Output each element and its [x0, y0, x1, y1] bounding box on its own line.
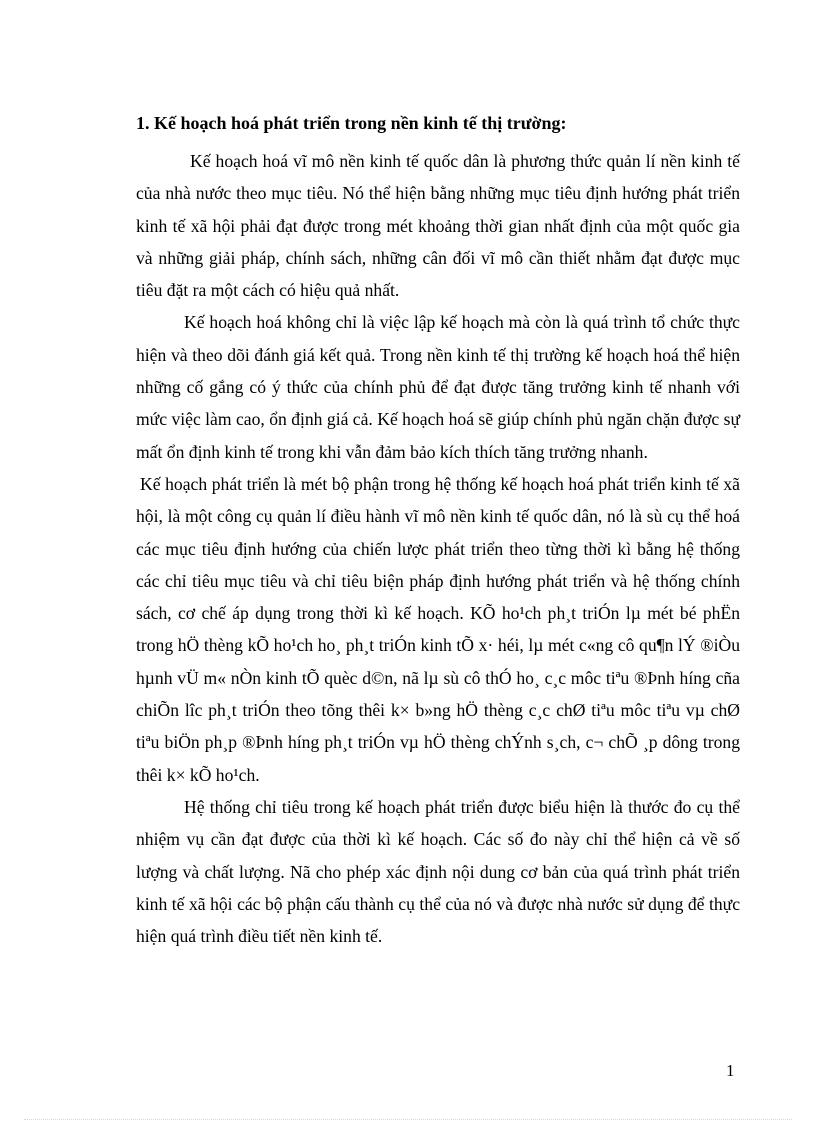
page-bottom-rule	[24, 1119, 792, 1120]
paragraph-indicator-system: Hệ thống chỉ tiêu trong kế hoạch phát triển được biểu hiện là thước đo cụ thể nhiệm vụ cần đạt được của thời kì kế hoạch. Các số đo này chỉ thể hiện cả về số lượng và chất lượng. Nã cho phép xác định nội dung cơ bản của quá trình phát triển kinh tế xã hội các bộ phận cấu thành cụ thể của nó và được nhà nước sử dụng để thực hiện quá trình điều tiết nền kinh tế.	[136, 796, 740, 947]
paragraph-development-plan: Kế hoạch phát triển là mét bộ phận trong hệ thống kế hoạch hoá phát triển kinh tế xã hội, là một công cụ quản lí điều hành vĩ mô nền kinh tế quốc dân, nó là sù cụ thể hoá các mục tiêu định hướng của chiến lược phát triển theo từng thời kì bằng hệ thống các chỉ tiêu mục tiêu và chỉ tiêu biện pháp định hướng phát triển và hệ thống chính sách, cơ chế áp dụng trong thời kì kế hoạch. KÕ ho¹ch ph¸t triÓn lµ mét bé phËn trong hÖ thèng kÕ ho¹ch ho¸ ph¸t triÓn kinh tÕ x· héi, lµ mét c«ng cô qu¶n lÝ ®iÒu hµnh vÜ m« nÒn kinh tÕ quèc d©n, nã lµ sù cô thÓ ho¸ c¸c môc tiªu ®Þnh híng cña chiÕn lîc ph¸t triÓn theo tõng thêi k× b»ng hÖ thèng c¸c chØ tiªu môc tiªu vµ chØ tiªu biÖn ph¸p ®Þnh híng ph¸t triÓn vµ hÖ thèng chÝnh s¸ch, c¬ chÕ ¸p dông trong thêi k× kÕ ho¹ch.	[136, 473, 740, 785]
paragraph-planning-process: Kế hoạch hoá không chỉ là việc lập kế hoạch mà còn là quá trình tổ chức thực hiện và theo dõi đánh giá kết quả. Trong nền kinh tế thị trường kế hoạch hoá thể hiện những cố gắng có ý thức của chính phủ để đạt được tăng trưởng kinh tế nhanh với mức việc làm cao, ổn định giá cả. Kế hoạch hoá sẽ giúp chính phủ ngăn chặn được sự mất ổn định kinh tế trong khi vẫn đảm bảo kích thích tăng trưởng nhanh.	[136, 312, 740, 462]
paragraph-macro-planning: Kế hoạch hoá vĩ mô nền kinh tế quốc dân là phương thức quản lí nền kinh tế của nhà nước theo mục tiêu. Nó thể hiện bằng những mục tiêu định hướng phát triển kinh tế xã hội phải đạt được trong mét khoảng thời gian nhất định của một quốc gia và những giải pháp, chính sách, những cân đối vĩ mô cần thiết nhằm đạt được mục tiêu đặt ra một cách có hiệu quả nhất.	[136, 151, 740, 301]
section-heading: 1. Kế hoạch hoá phát triển trong nền kinh tế thị trường:	[136, 113, 567, 133]
page-number: 1	[726, 1061, 735, 1080]
body-text	[136, 145, 740, 952]
